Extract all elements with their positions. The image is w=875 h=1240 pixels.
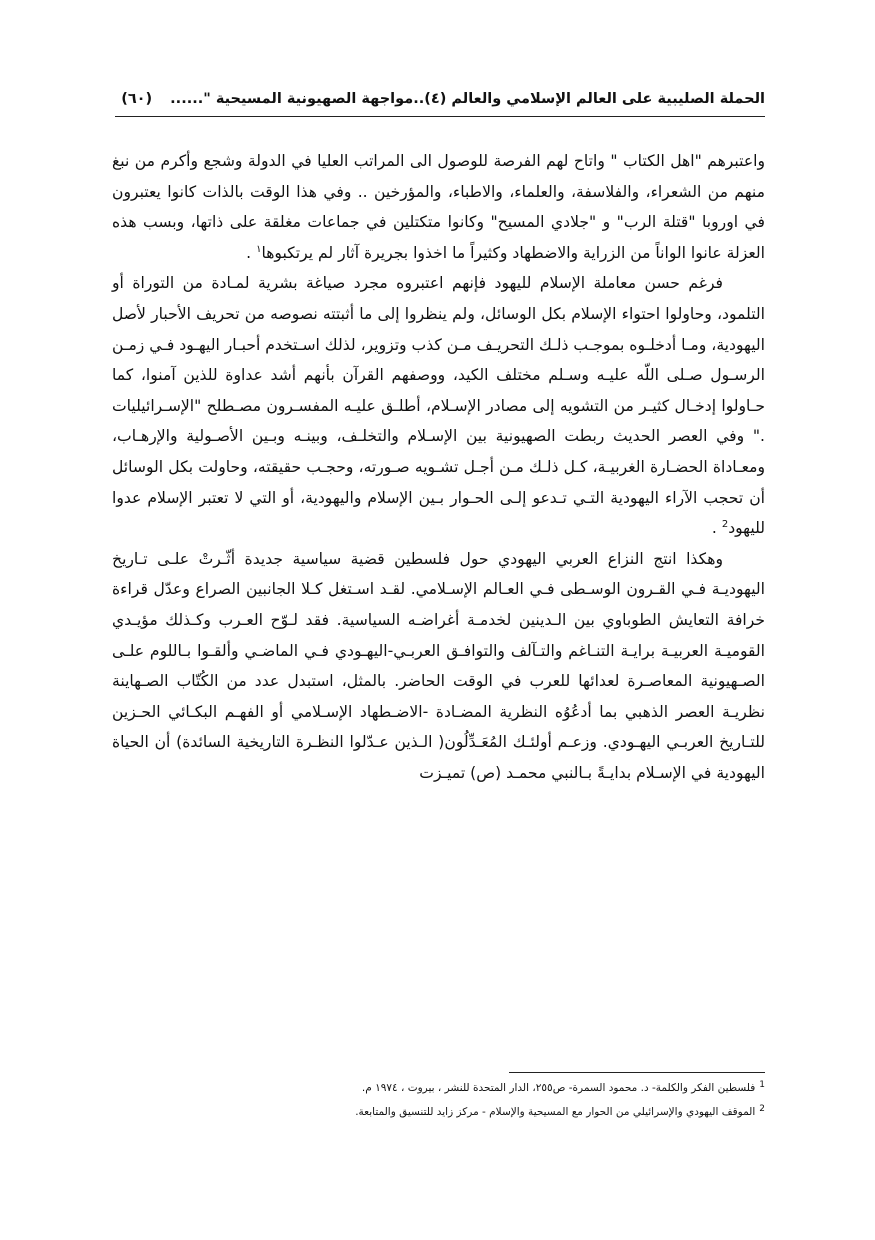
footnote-2 [112, 1100, 765, 1124]
header-title: الحملة الصليبية على العالم الإسلامي والعالم (٤)..مواجهة الصهيونية المسيحية "...... [170, 91, 765, 107]
footnote-1-text: فلسطين الفكر والكلمة- د. محمود السمرة- ص٢٥٥، الدار المتحدة للنشر ، بيروت ، ١٩٧٤ م. [361, 1082, 756, 1094]
paragraph-1-text: واعتبرهم "اهل الكتاب " واتاح لهم الفرصة للوصول الى المراتب العليا في الدولة وشجع وأكرم من نبغ منهم من الشعراء، والفلاسفة، والعلماء، والاطباء، والمؤرخين .. وفي هذا الوقت بالذات كانوا يعتبرون في اوروبا "قتلة الرب" و "جلادي المسيح" وكانوا متكتلين في جماعات مغلقة على ذاتها، وبسب هذه العزلة عانوا الواناً من الزراية والاضطهاد وكثيراً ما اخذوا بجريرة آثار لم يرتكبوها [112, 152, 765, 262]
footnote-1-number: 1 [759, 1079, 765, 1090]
footnote-divider [509, 1072, 765, 1073]
footnote-2-number: 2 [759, 1103, 765, 1114]
paragraph-1 [112, 146, 765, 268]
body-text [112, 146, 765, 788]
running-header [117, 88, 765, 110]
paragraph-2-text: فرغم حسن معاملة الإسلام لليهود فإنهم اعتبروه مجرد صياغة بشرية لمـادة من التوراة أو التلمود، وحاولوا احتواء الإسلام بكل الوسائل، ولم ينظروا إلى ما أثبتته نصوصه من تحريف الأحبار لأصل اليهودية، ومـا أدخلـوه بموجـب ذلـك التحريـف مـن كذب وتزوير، لذلك اسـتخدم أحبـار اليهـود فـي زمـن الرسـول صـلى اللّه عليـه وسـلم مختلف الكيد، ووصفهم القرآن بأنهم أشد عداوة للذين آمنوا، كما حـاولوا إدخـال كثيـر من التشويه إلى مصادر الإسـلام، أطلـق عليـه المفسـرون مصـطلح "الإسـرائيليات ." وفي العصر الحديث ربطت الصهيونية بين الإسـلام والتخلـف، وبينـه وبـين الأصـولية والإرهـاب، ومعـاداة الحضـارة الغربيـة، كـل ذلـك مـن أجـل تشـويه صـورته، وحجـب حقيقته، وحاولت بكل الوسائل أن تحجب الآراء اليهودية التـي تـدعو إلـى الحـوار بـين الإسلام واليهودية، أو التي لا تعتبر الإسلام عدوا لليهود [112, 274, 765, 538]
paragraph-1-end: . [246, 243, 257, 262]
footnotes [112, 1076, 765, 1124]
paragraph-2 [112, 268, 765, 543]
footnote-ref-2[interactable]: 2 [721, 518, 729, 530]
paragraph-2-end: . [711, 519, 722, 538]
header-divider [115, 116, 765, 117]
header-page-number: (٦٠) [121, 91, 153, 107]
footnote-ref-1[interactable]: ١ [256, 243, 262, 255]
paragraph-3-text: وهكذا انتج النزاع العربي اليهودي حول فلسطين قضية سياسية جديدة أثّـرتْ علـى تـاريخ اليهوديـة فـي القـرون الوسـطى فـي العـالم الإسـلامي. لقـد اسـتغل كـلا الجانبين الصراع وعدّل قراءة خرافة التعايش الطوباوي بين الـدينين لخدمـة أغراضـه السياسية. فقد لـوّح العـرب وكـذلك مؤيـدي القوميـة العربيـة برايـة التنـاغم والتـآلف والتوافـق العربـي-اليهـودي فـي الماضـي وألقـوا بـاللوم علـى الصـهيونية المعاصـرة لعدائها للعرب في الوقت الحاضر. بالمثل، استبدل عدد من الكُتّاب الصـهاينة نظريـة العصر الذهبي بما أدعُوُه النظرية المضـادة -الاضـطهاد الإسـلامي أو الفهـم البكـائي الحـزين للتـاريخ العربـي اليهـودي. وزعـم أولئـك المُعَـدِّلُون( الـذين عـدّلوا النظـرة التاريخية السائدة) أن الحياة اليهودية في الإسـلام بدايـةً بـالنبي محمـد (ص) تميـزت [112, 549, 765, 782]
footnote-1 [112, 1076, 765, 1100]
footnote-2-text: الموقف اليهودي والإسرائيلي من الحوار مع المسيحية والإسلام - مركز زايد للتنسيق والمتابعة. [355, 1106, 756, 1118]
paragraph-3 [112, 544, 765, 789]
